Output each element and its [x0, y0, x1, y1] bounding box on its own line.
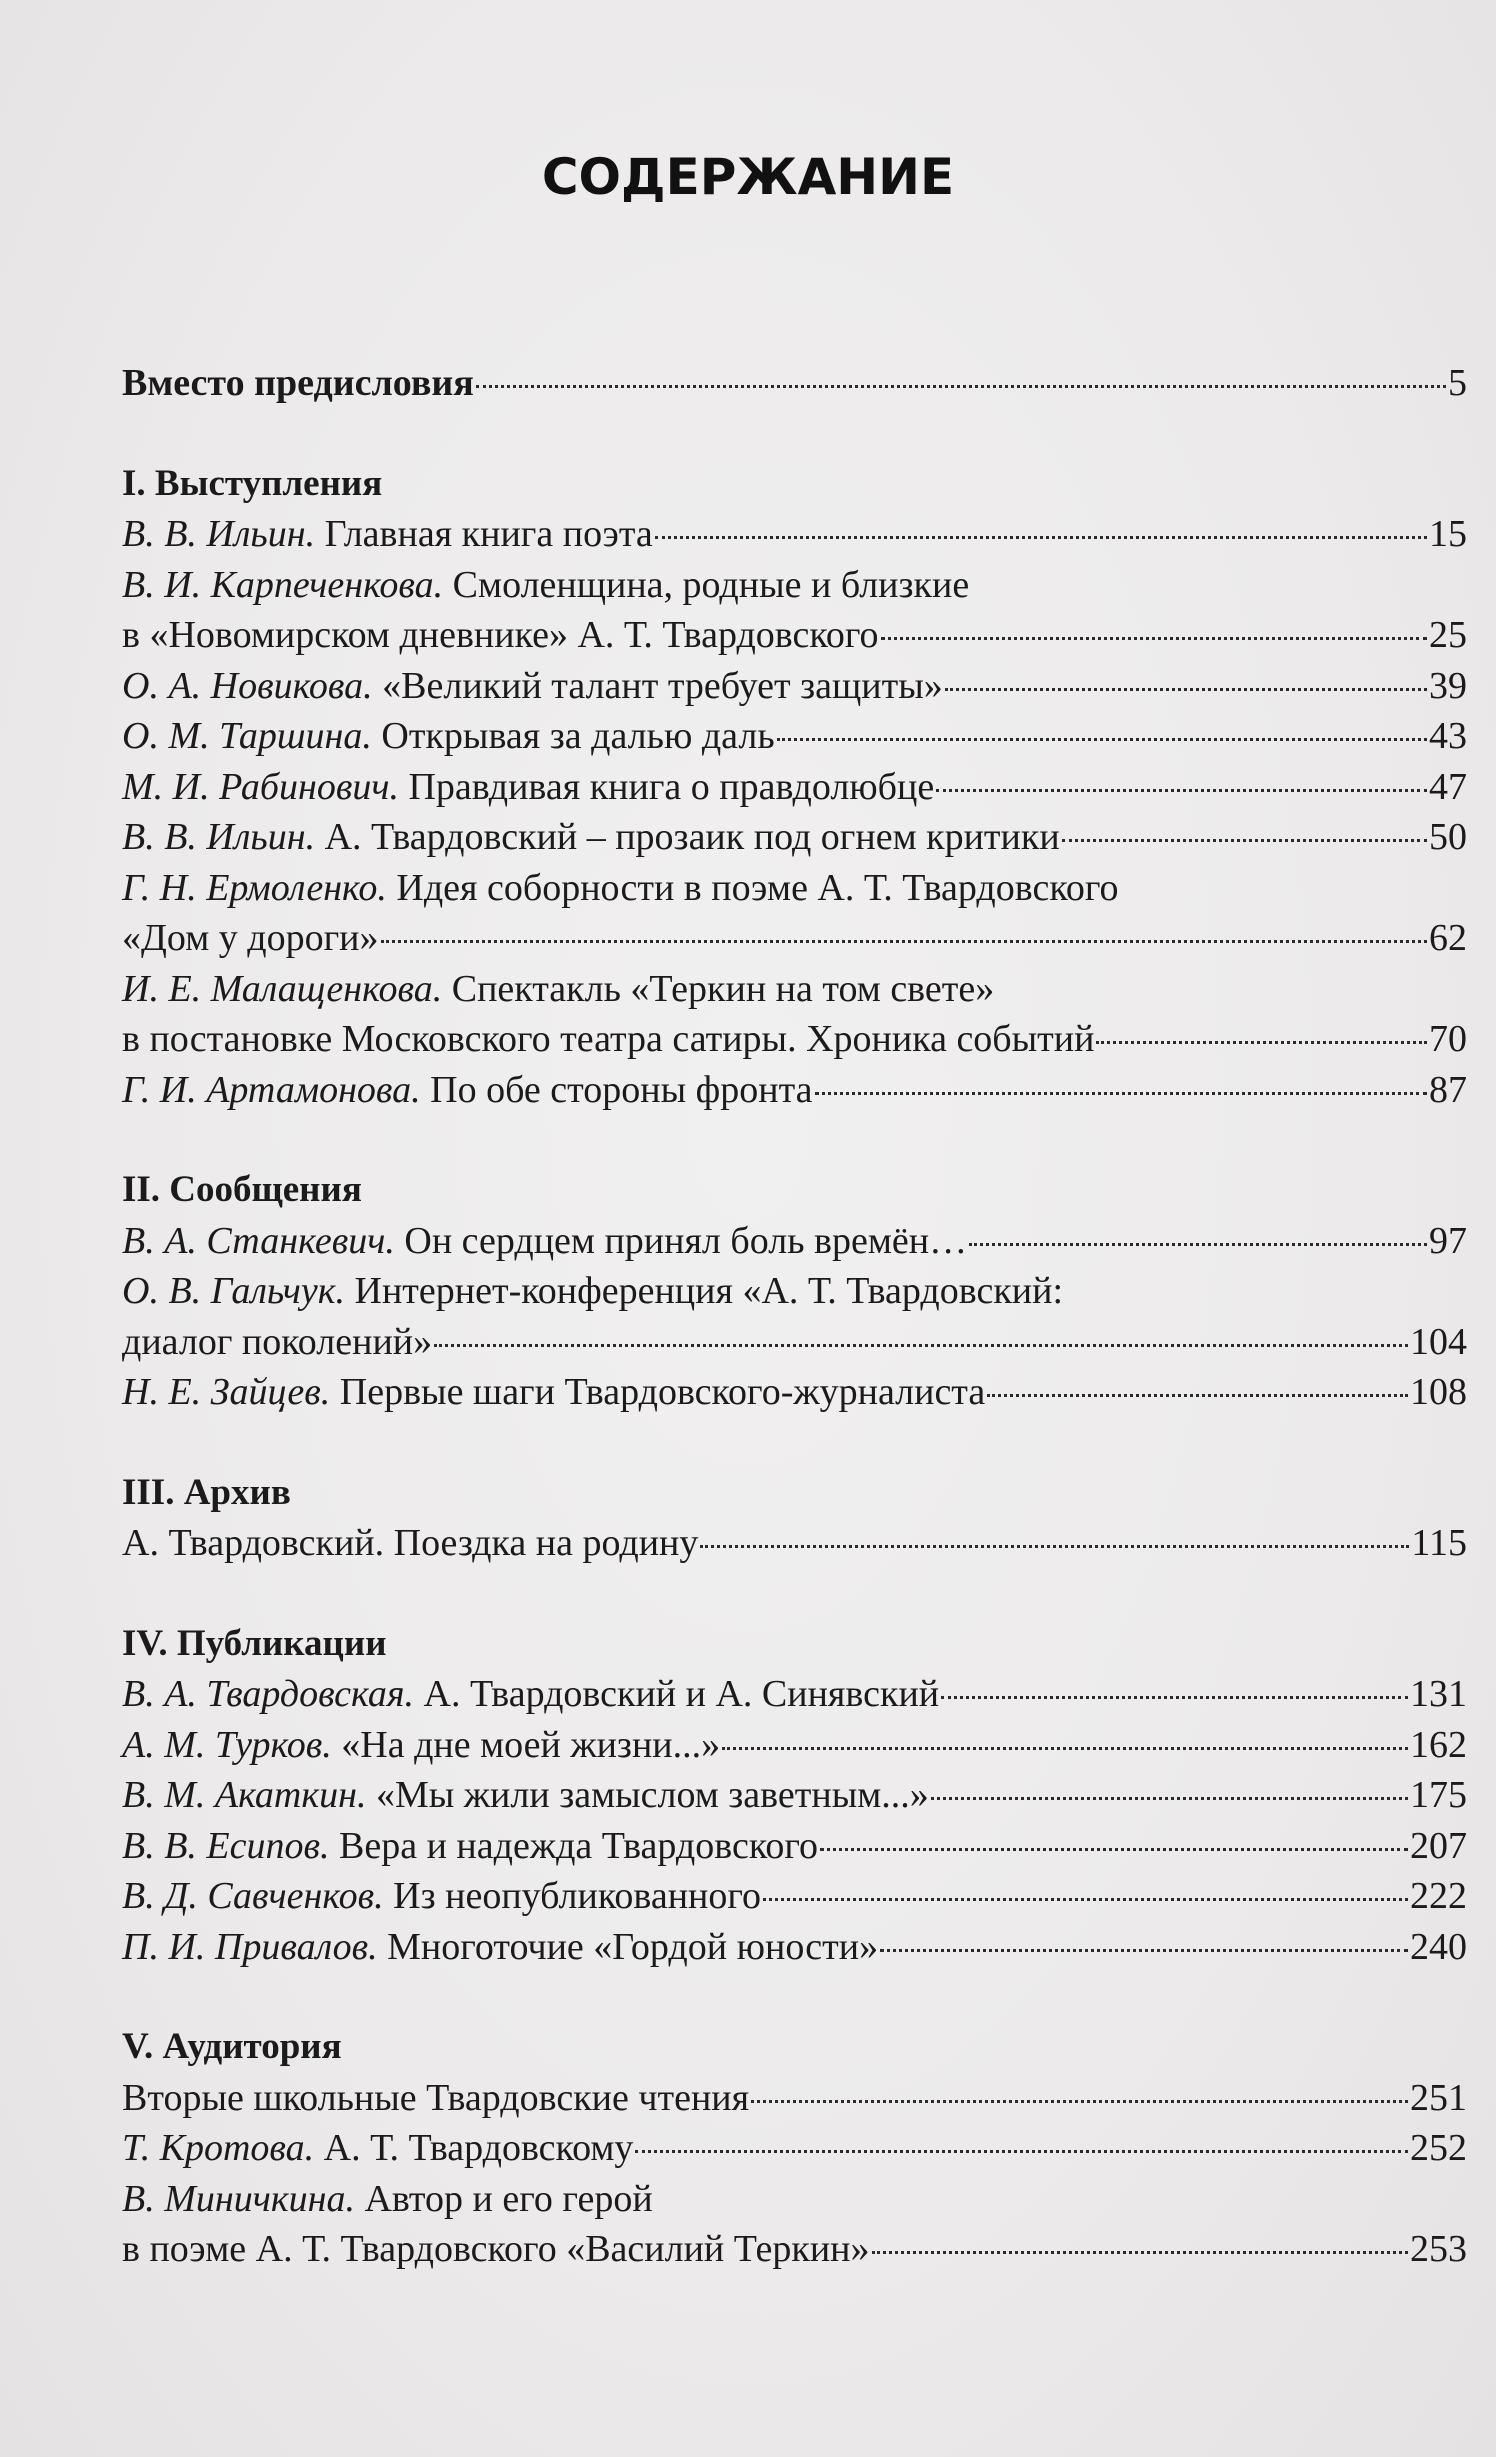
dot-leader	[635, 2150, 1408, 2153]
dot-leader	[987, 1394, 1408, 1397]
dot-leader	[700, 1545, 1409, 1548]
toc-line	[122, 762, 1467, 813]
entry-title: А. Твардовский – прозаик под огнем критики	[324, 816, 1060, 858]
entry-text	[122, 1871, 761, 1922]
page-number: 15	[1429, 513, 1467, 555]
dot-leader	[1096, 1041, 1427, 1044]
entry-text	[122, 762, 934, 813]
toc-entry[interactable]	[122, 661, 1467, 712]
entry-author: В. Д. Савченков.	[122, 1875, 394, 1917]
toc-line	[122, 1518, 1467, 1569]
toc-line	[122, 1014, 1467, 1065]
entry-author: В. А. Станкевич.	[122, 1219, 405, 1262]
page-number: 253	[1410, 2228, 1467, 2270]
entry-text	[122, 863, 1119, 914]
entry-title: А. Т. Твардовскому	[323, 2127, 634, 2169]
entry-author: О. А. Новикова.	[122, 664, 383, 707]
toc-line	[122, 2123, 1467, 2174]
entry-author: Г. Н. Ермоленко.	[122, 866, 397, 909]
entry-text	[122, 661, 943, 712]
page-title: СОДЕРЖАНИЕ	[541, 148, 955, 206]
entry-text	[122, 1720, 720, 1771]
toc-line	[122, 1821, 1467, 1872]
entry-text	[122, 1770, 929, 1821]
dot-leader	[820, 1848, 1408, 1851]
toc-entry[interactable]	[122, 1065, 1467, 1116]
dot-leader	[815, 1092, 1427, 1095]
toc-line	[122, 358, 1467, 409]
entry-title: «Великий талант требует защиты»	[382, 664, 943, 707]
entry-title: Из неопубликованного	[393, 1875, 761, 1917]
dot-leader	[880, 1949, 1408, 1952]
entry-title: Вместо предисловия	[122, 362, 474, 404]
entry-title: в поэме А. Т. Твардовского «Василий Теркин»	[122, 2228, 870, 2270]
entry-text	[122, 560, 969, 611]
entry-text	[122, 1821, 818, 1872]
toc-line	[122, 2174, 1467, 2225]
entry-title: Открывая за далью даль	[381, 715, 775, 757]
entry-author: М. И. Рабинович.	[122, 765, 409, 808]
entry-text	[122, 1216, 967, 1267]
entry-author: В. В. Ильин.	[122, 816, 325, 858]
entry-title: Автор и его герой	[364, 2177, 653, 2220]
toc-line	[122, 812, 1467, 863]
dot-leader	[936, 789, 1427, 792]
toc-entry-preface[interactable]	[122, 358, 1467, 409]
toc-line	[122, 560, 1467, 611]
entry-author: В. А. Твардовская.	[122, 1673, 424, 1715]
entry-title: Интернет-конференция «А. Т. Твардовский:	[354, 1270, 1064, 1312]
entry-text	[122, 1266, 1063, 1317]
toc-line	[122, 1266, 1467, 1317]
page-number: 43	[1429, 715, 1467, 757]
entry-title: Он сердцем принял боль времён…	[404, 1219, 968, 1262]
entry-title: Идея соборности в поэме А. Т. Твардовского	[396, 866, 1119, 909]
entry-author: О. В. Гальчук.	[122, 1270, 355, 1312]
dot-leader	[655, 536, 1427, 539]
dot-leader	[381, 940, 1428, 943]
toc-entry[interactable]	[122, 812, 1467, 863]
toc-entry[interactable]	[122, 2123, 1467, 2174]
page-number: 222	[1410, 1875, 1467, 1917]
entry-author: Т. Кротова.	[122, 2127, 324, 2169]
toc-line	[122, 1317, 1467, 1368]
entry-text	[122, 1669, 939, 1720]
entry-title: в постановке Московского театра сатиры. Хроника событий	[122, 1018, 1095, 1060]
entry-title: Вера и надежда Твардовского	[339, 1824, 818, 1867]
entry-author: О. М. Таршина.	[122, 715, 382, 757]
page-number: 70	[1429, 1018, 1467, 1060]
dot-leader	[945, 688, 1427, 691]
entry-title: А. Твардовский. Поездка на родину	[122, 1522, 699, 1564]
entry-title: Многоточие «Гордой юности»	[387, 1925, 879, 1968]
toc-entry[interactable]	[122, 560, 1467, 661]
page-number: 252	[1410, 2127, 1467, 2169]
entry-title: Первые шаги Твардовского-журналиста	[339, 1371, 986, 1413]
toc-line	[122, 913, 1467, 964]
dot-leader	[1062, 839, 1427, 842]
entry-title: А. Твардовский и А. Синявский	[423, 1673, 940, 1715]
toc-line	[122, 1770, 1467, 1821]
toc-line	[122, 661, 1467, 712]
entry-text	[122, 1922, 878, 1973]
entry-text	[122, 2123, 633, 2174]
page-number: 97	[1429, 1219, 1467, 1262]
toc-entry[interactable]	[122, 863, 1467, 964]
toc-entry[interactable]	[122, 1922, 1467, 1973]
dot-leader	[763, 1898, 1408, 1901]
toc-line	[122, 1669, 1467, 1720]
page-number: 25	[1429, 614, 1467, 656]
entry-text	[122, 1065, 813, 1116]
entry-text	[122, 2073, 749, 2124]
page-number: 39	[1429, 664, 1467, 707]
toc-line	[122, 509, 1467, 560]
entry-text	[122, 610, 879, 661]
entry-author: Г. И. Артамонова.	[122, 1068, 431, 1111]
page-number: 162	[1410, 1723, 1467, 1766]
entry-text	[122, 812, 1060, 863]
dot-leader	[434, 1344, 1408, 1347]
toc-line	[122, 2073, 1467, 2124]
table-of-contents	[122, 358, 1467, 2275]
toc-entry[interactable]	[122, 1266, 1467, 1367]
dot-leader	[722, 1747, 1408, 1750]
entry-title: Вторые школьные Твардовские чтения	[122, 2076, 750, 2119]
section-heading: I. Выступления	[122, 462, 383, 504]
toc-entry[interactable]	[122, 711, 1467, 762]
section-heading: II. Сообщения	[122, 1169, 362, 1210]
page-number: 47	[1429, 765, 1467, 808]
entry-author: В. В. Ильин.	[122, 513, 325, 555]
entry-title: «На дне моей жизни...»	[341, 1723, 721, 1766]
entry-title: Главная книга поэта	[324, 513, 653, 555]
page-number: 104	[1410, 1320, 1467, 1363]
toc-entry[interactable]	[122, 1770, 1467, 1821]
dot-leader	[777, 738, 1427, 741]
entry-author: И. Е. Малащенкова.	[122, 967, 452, 1010]
toc-line	[122, 610, 1467, 661]
page-number: 115	[1411, 1522, 1467, 1564]
entry-title: Смоленщина, родные и близкие	[452, 563, 970, 606]
entry-author: П. И. Привалов.	[122, 1925, 388, 1968]
toc-entry[interactable]	[122, 1871, 1467, 1922]
page-number: 87	[1429, 1068, 1467, 1111]
toc-line	[122, 863, 1467, 914]
page-number: 251	[1410, 2076, 1467, 2119]
toc-line	[122, 1871, 1467, 1922]
dot-leader	[476, 385, 1446, 388]
page-number: 108	[1410, 1371, 1467, 1413]
entry-title: Спектакль «Теркин на том свете»	[451, 967, 995, 1010]
entry-author: Н. Е. Зайцев.	[122, 1371, 340, 1413]
entry-title: диалог поколений»	[122, 1320, 433, 1363]
toc-line	[122, 1720, 1467, 1771]
page-number: 62	[1429, 917, 1467, 959]
toc-entry[interactable]	[122, 1669, 1467, 1720]
page-number: 240	[1410, 1925, 1467, 1968]
toc-line	[122, 964, 1467, 1015]
entry-title: По обе стороны фронта	[430, 1068, 813, 1111]
entry-text	[122, 2224, 870, 2275]
toc-line	[122, 1065, 1467, 1116]
dot-leader	[931, 1797, 1408, 1800]
entry-text	[122, 711, 775, 762]
toc-line	[122, 1216, 1467, 1267]
entry-text	[122, 1014, 1094, 1065]
entry-title: «Дом у дороги»	[122, 917, 379, 959]
toc-entry[interactable]	[122, 1518, 1467, 1569]
dot-leader	[872, 2251, 1408, 2254]
page-number: 207	[1410, 1824, 1467, 1867]
entry-author: В. И. Карпеченкова.	[122, 563, 453, 606]
toc-entry[interactable]	[122, 2073, 1467, 2124]
toc-entry[interactable]	[122, 964, 1467, 1065]
entry-title: в «Новомирском дневнике» А. Т. Твардовского	[122, 614, 879, 656]
entry-title: Правдивая книга о правдолюбце	[408, 765, 935, 808]
entry-author: В. В. Есипов.	[122, 1824, 339, 1867]
section-heading: III. Архив	[122, 1471, 291, 1513]
toc-entry[interactable]	[122, 1216, 1467, 1267]
toc-entry[interactable]	[122, 2174, 1467, 2275]
entry-text	[122, 2174, 653, 2225]
section-heading: V. Аудитория	[122, 2026, 342, 2067]
page-number: 50	[1429, 816, 1467, 858]
page-number: 5	[1448, 362, 1467, 404]
page-number: 131	[1410, 1673, 1467, 1715]
entry-text	[122, 1367, 985, 1418]
toc-entry[interactable]	[122, 1367, 1467, 1418]
entry-text	[122, 964, 994, 1015]
entry-author: А. М. Турков.	[122, 1723, 342, 1766]
entry-text	[122, 1317, 432, 1368]
toc-line	[122, 2224, 1467, 2275]
dot-leader	[969, 1243, 1427, 1246]
section-heading: IV. Публикации	[122, 1622, 387, 1664]
entry-author: В. М. Акаткин.	[122, 1774, 376, 1816]
dot-leader	[941, 1696, 1408, 1699]
entry-text	[122, 1518, 698, 1569]
toc-entry[interactable]	[122, 509, 1467, 560]
toc-entry[interactable]	[122, 762, 1467, 813]
dot-leader	[881, 637, 1427, 640]
entry-title: «Мы жили замыслом заветным...»	[375, 1774, 929, 1816]
entry-author: В. Миничкина.	[122, 2177, 365, 2220]
entry-text	[122, 913, 379, 964]
toc-line	[122, 1922, 1467, 1973]
entry-text	[122, 509, 653, 560]
toc-line	[122, 711, 1467, 762]
toc-entry[interactable]	[122, 1720, 1467, 1771]
toc-line	[122, 1367, 1467, 1418]
toc-entry[interactable]	[122, 1821, 1467, 1872]
dot-leader	[751, 2100, 1408, 2103]
page-number: 175	[1410, 1774, 1467, 1816]
